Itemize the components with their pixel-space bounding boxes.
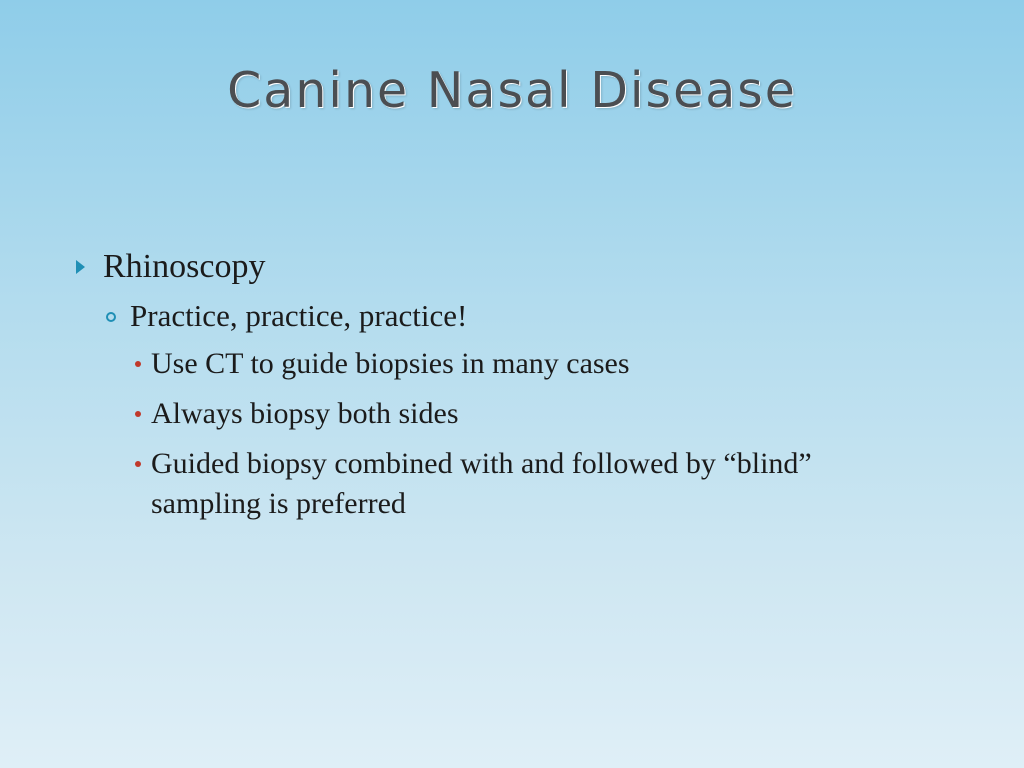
bullet-level3-item: [135, 444, 895, 524]
triangle-bullet-icon: [76, 260, 85, 274]
bullet-level3-text: Always biopsy both sides: [151, 397, 459, 430]
bullet-level1: [76, 245, 265, 289]
bullet-level3-text: Guided biopsy combined with and followed by “blind” sampling is preferred: [151, 447, 812, 520]
dot-bullet-icon: [135, 361, 141, 367]
dot-bullet-icon: [135, 461, 141, 467]
bullet-level1-text: Rhinoscopy: [103, 248, 266, 285]
bullet-level2: [106, 296, 467, 336]
bullet-level3-text: Use CT to guide biopsies in many cases: [151, 347, 630, 380]
circle-bullet-icon: [106, 312, 116, 322]
bullet-level3-item: [135, 394, 895, 434]
bullet-level3-item: [135, 344, 895, 384]
dot-bullet-icon: [135, 411, 141, 417]
bullet-level2-text: Practice, practice, practice!: [130, 298, 468, 333]
slide-title: Canine Nasal Disease: [227, 62, 797, 119]
